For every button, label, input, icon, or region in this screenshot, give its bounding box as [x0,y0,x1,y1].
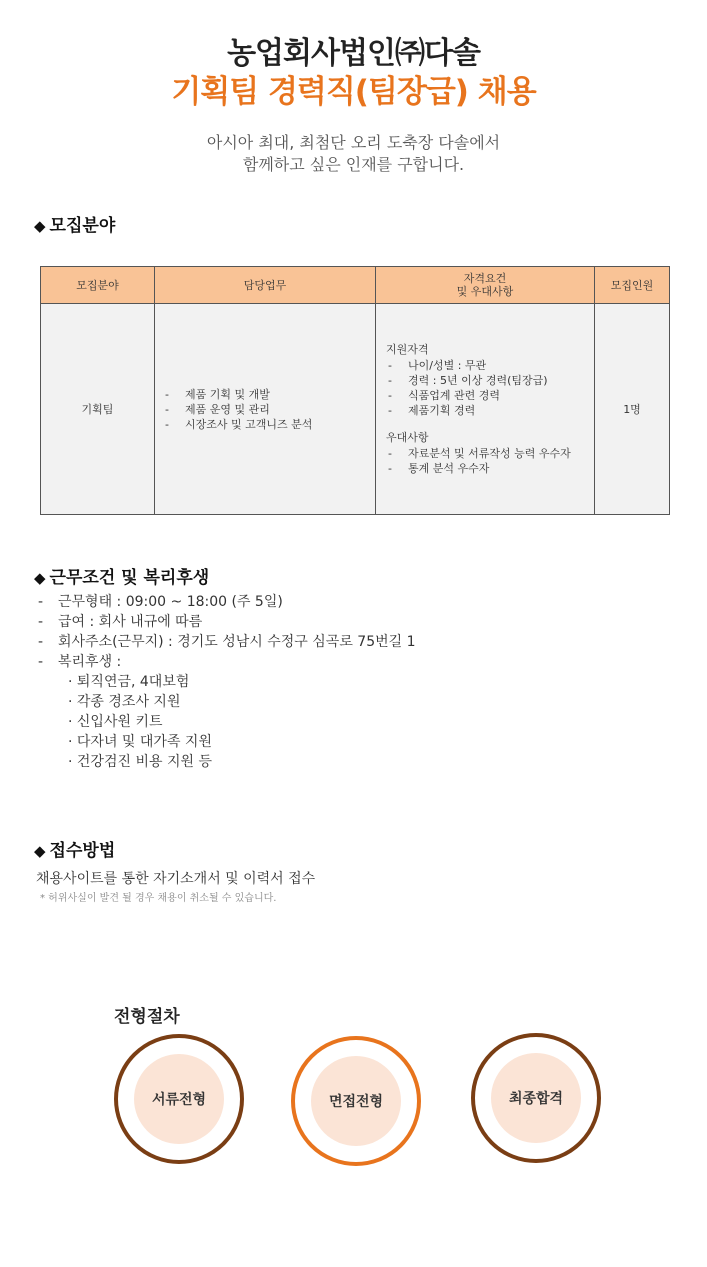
pref-title: 우대사항 [386,431,429,444]
recruit-table [40,266,670,515]
apply-method-text: 채용사이트를 통한 자기소개서 및 이력서 접수 [36,871,316,887]
page-title: 기획팀 경력직(팀장급) 채용 [171,74,536,110]
th-req-line: 및 우대사항 [456,285,514,298]
conditions-list [38,592,416,772]
intro-line: 아시아 최대, 최첨단 오리 도축장 다솔에서 [206,133,501,152]
cell-field: 기획팀 [41,304,155,515]
cell-duties [155,304,376,515]
company-name: 농업회사법인㈜다솔 [227,36,480,71]
th-req-line: 자격요건 [463,272,507,285]
section-heading-apply [34,836,115,861]
condition-item: - 회사주소(근무지) : 경기도 성남시 수정구 심곡로 75번길 1 [38,632,416,652]
th-duty: 담당업무 [155,267,376,304]
section-heading-label: 근무조건 및 복리후생 [49,568,210,588]
apply-note: * 허위사실이 발견 될 경우 채용이 취소될 수 있습니다. [40,893,277,904]
section-heading-label: 접수방법 [49,841,116,861]
qual-title: 지원자격 [386,343,429,356]
qual-item: - 나이/성별 : 무관 [386,358,586,373]
process-step-label: 최종합격 [491,1053,581,1143]
qual-item: - 식품업계 관련 경력 [386,388,586,403]
benefit-item: · 각종 경조사 지원 [68,694,181,710]
process-step-circle [114,1034,244,1164]
duty-item: - 시장조사 및 고객니즈 분석 [163,417,374,432]
qual-item: - 경력 : 5년 이상 경력(팀장급) [386,373,586,388]
benefit-item: · 퇴직연금, 4대보험 [68,674,190,690]
cell-requirements [376,304,595,515]
th-field: 모집분야 [41,267,155,304]
th-count: 모집인원 [595,267,670,304]
intro-line: 함께하고 싶은 인재를 구합니다. [242,155,465,174]
process-step-circle [291,1036,421,1166]
th-requirements [376,267,595,304]
condition-item: - 급여 : 회사 내규에 따름 [38,612,416,632]
section-heading-label: 모집분야 [49,216,116,236]
process-step-circle [471,1033,601,1163]
diamond-bullet-icon: ◆ [34,842,46,860]
process-title: 전형절차 [114,1007,180,1027]
diamond-bullet-icon: ◆ [34,569,46,587]
condition-item: - 근무형태 : 09:00 ~ 18:00 (주 5일) [38,592,416,612]
benefit-item: · 신입사원 키트 [68,714,163,730]
duty-item: - 제품 운영 및 관리 [163,402,374,417]
section-heading-recruit [34,211,115,236]
process-step-label: 면접전형 [311,1056,401,1146]
section-heading-conditions [34,563,209,588]
diamond-bullet-icon: ◆ [34,217,46,235]
pref-item: - 자료분석 및 서류작성 능력 우수자 [386,446,586,461]
condition-item: - 복리후생 : [38,652,416,672]
benefit-item: · 다자녀 및 대가족 지원 [68,734,212,750]
intro-text [0,132,707,176]
qual-item: - 제품기획 경력 [386,403,586,418]
duty-item: - 제품 기획 및 개발 [163,387,374,402]
process-step-label: 서류전형 [134,1054,224,1144]
cell-count: 1명 [595,304,670,515]
pref-item: - 통계 분석 우수자 [386,461,586,476]
benefit-item: · 건강검진 비용 지원 등 [68,754,212,770]
